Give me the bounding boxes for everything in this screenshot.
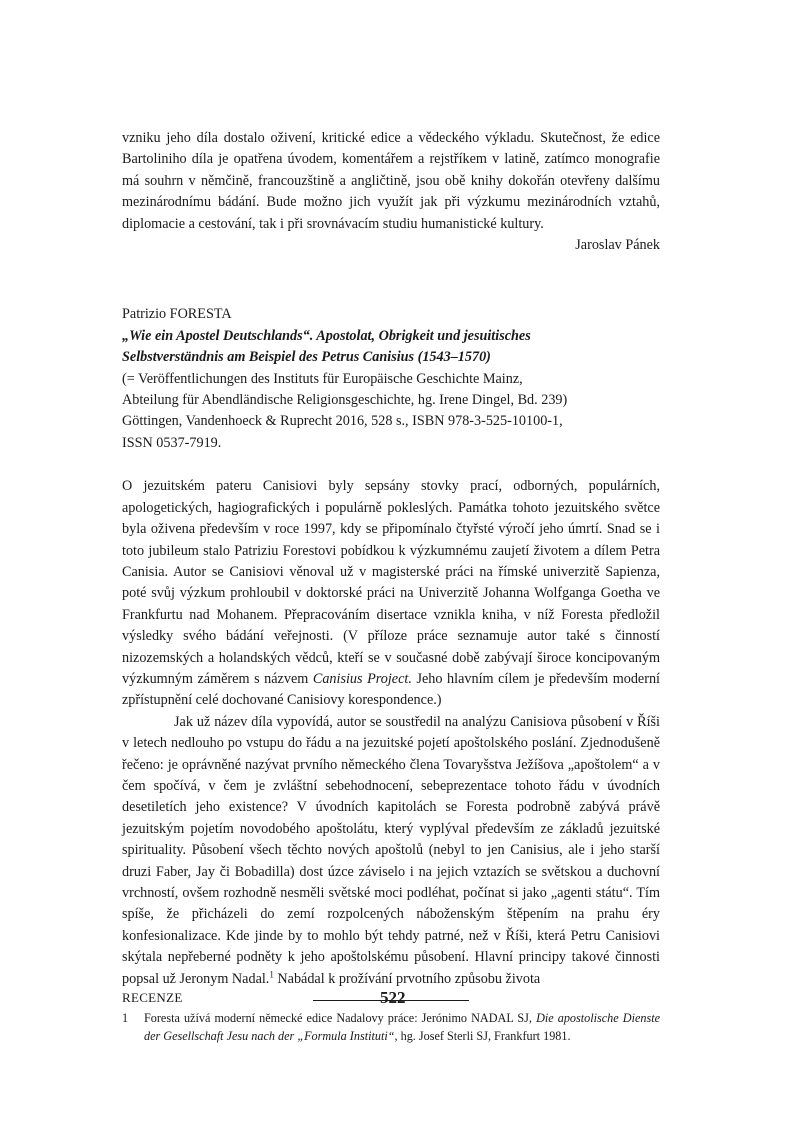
- review-paragraph-1: [122, 476, 660, 711]
- book-author: Patrizio FORESTA: [122, 306, 232, 323]
- review-body: [122, 476, 660, 990]
- footnote-text-end: , hg. Josef Sterli SJ, Frankfurt 1981.: [394, 1029, 571, 1044]
- book-title-line-2: Selbstverständnis am Beispiel des Petrus Canisius (1543–1570): [122, 349, 491, 366]
- footnote-cited-title: Die apostolische Dienste der Gesellschaft Jesu nach der „Formula Instituti“: [144, 1011, 660, 1044]
- book-publisher: Göttingen, Vandenhoeck & Ruprecht 2016, 528 s., ISBN 978-3-525-10100-1,: [122, 413, 563, 430]
- page-footer: [122, 990, 660, 1012]
- book-series-line-1: (= Veröffentlichungen des Instituts für Europäische Geschichte Mainz,: [122, 370, 523, 387]
- section-label: RECENZE: [122, 990, 183, 1005]
- page-content: [122, 128, 660, 1045]
- book-issn: ISSN 0537-7919.: [122, 434, 222, 451]
- book-series-line-2: Abteilung für Abendländische Religionsgeschichte, hg. Irene Dingel, Bd. 239): [122, 392, 568, 409]
- review-paragraph-1-tail: Jeho hlavním cílem je především moderní zpřístupnění celé dochované Canisiovy korespondence.): [122, 670, 660, 709]
- footnote-text: [144, 1009, 660, 1045]
- footnote-number: 1: [122, 1011, 129, 1026]
- review-paragraph-2-text: Jak už název díla vypovídá, autor se soustředil na analýzu Canisiova působení v Říši v letech nedlouho po vstupu do řádu a na jezuitské pojetí apoštolského poslání. Zjednodušeně řečeno: je oprávněné nazývat prvního německého člena Tovaryšstva Ježíšova „apoštolem“ a v čem spočívá, v čem je zvláštní sebehodnocení, sebeprezentace tohoto řádu v úvodních desetiletích jeho existence? V úvodních kapitolách se Foresta podrobně zabývá právě jezuitským pojetím novodobého apoštolátu, který vyplýval především ze základů jezuitské spirituality. Působení všech těchto nových apoštolů (nebyl to jen Canisius, ale i jeho starší druzi Faber, Jay či Bobadilla) dost úzce záviselo i na jejich vztazích se světskou a duchovní vrchností, ovšem rozhodně nesměli světské moci podléhat, počínat si jako „agenti státu“. Tím spíše, že přicházeli do zemí rozpolcených náboženským štěpením na prahu éry konfesionalizace. Kde jinde by to mohlo být tehdy patrné, než v Říši, která Petru Canisiovi skýtala nepřeberné podněty k jeho apoštolskému působení. Hlavní principy takové činnosti popsal už Jeronym Nadal.: [122, 713, 660, 987]
- footnote-reference[interactable]: 1: [269, 968, 274, 979]
- footnote-1: [122, 1009, 660, 1045]
- review-paragraph-2-tail: Nabádal k prožívání prvotního způsobu života: [273, 970, 541, 987]
- footnote-text-start: Foresta užívá moderní německé edice Nadalovy práce: Jerónimo NADAL SJ,: [144, 1011, 537, 1026]
- review-bibliographic-header: [122, 304, 660, 454]
- reviewer-signature: Jaroslav Pánek: [575, 237, 660, 254]
- review-paragraph-1-text: O jezuitském pateru Canisiovi byly sepsány stovky prací, odborných, populárních, apologetických, hagiografických i populárně pokleslých. Památka tohoto jezuitského světce byla oživena především v roce 1997, kdy se připomínalo čtyřsté výročí jeho úmrtí. Snad se i toto jubileum stalo Patriziu Forestovi pobídkou k výzkumnému zaujetí životem a dílem Petra Canisia. Autor se Canisiovi věnoval už v magisterské práci na římské univerzitě Sapienza, poté svůj výzkum prohloubil v doktorské práci na Univerzitě Johanna Wolfganga Goetha ve Frankfurtu nad Mohanem. Přepracováním disertace vznikla kniha, v níž Foresta předložil výsledky svého bádání veřejnosti. (V příloze práce seznamuje autor také s činností nizozemských a holandských vědců, kteří se v současné době zabývají široce koncipovaným výzkumným záměrem s názvem: [122, 478, 660, 687]
- book-title-line-1: „Wie ein Apostel Deutschlands“. Apostolat, Obrigkeit und jesuitisches: [122, 327, 531, 344]
- previous-review-closing-paragraph: vzniku jeho díla dostalo oživení, kritické edice a vědeckého výkladu. Skutečnost, že edice Bartoliniho díla je opatřena úvodem, komentářem a rejstříkem v latině, zatímco monografie má souhrn v němčině, francouzštině a angličtině, jsou obě knihy dokořán otevřeny dalšímu mezinárodnímu bádání. Bude možno jich využít jak při výzkumu mezinárodních vztahů, diplomacie a cestování, tak i při srovnávacím studiu humanistické kultury.: [122, 130, 660, 232]
- page-number: 522: [380, 988, 406, 1007]
- project-name: Canisius Project.: [312, 670, 412, 687]
- review-paragraph-2: [122, 712, 660, 990]
